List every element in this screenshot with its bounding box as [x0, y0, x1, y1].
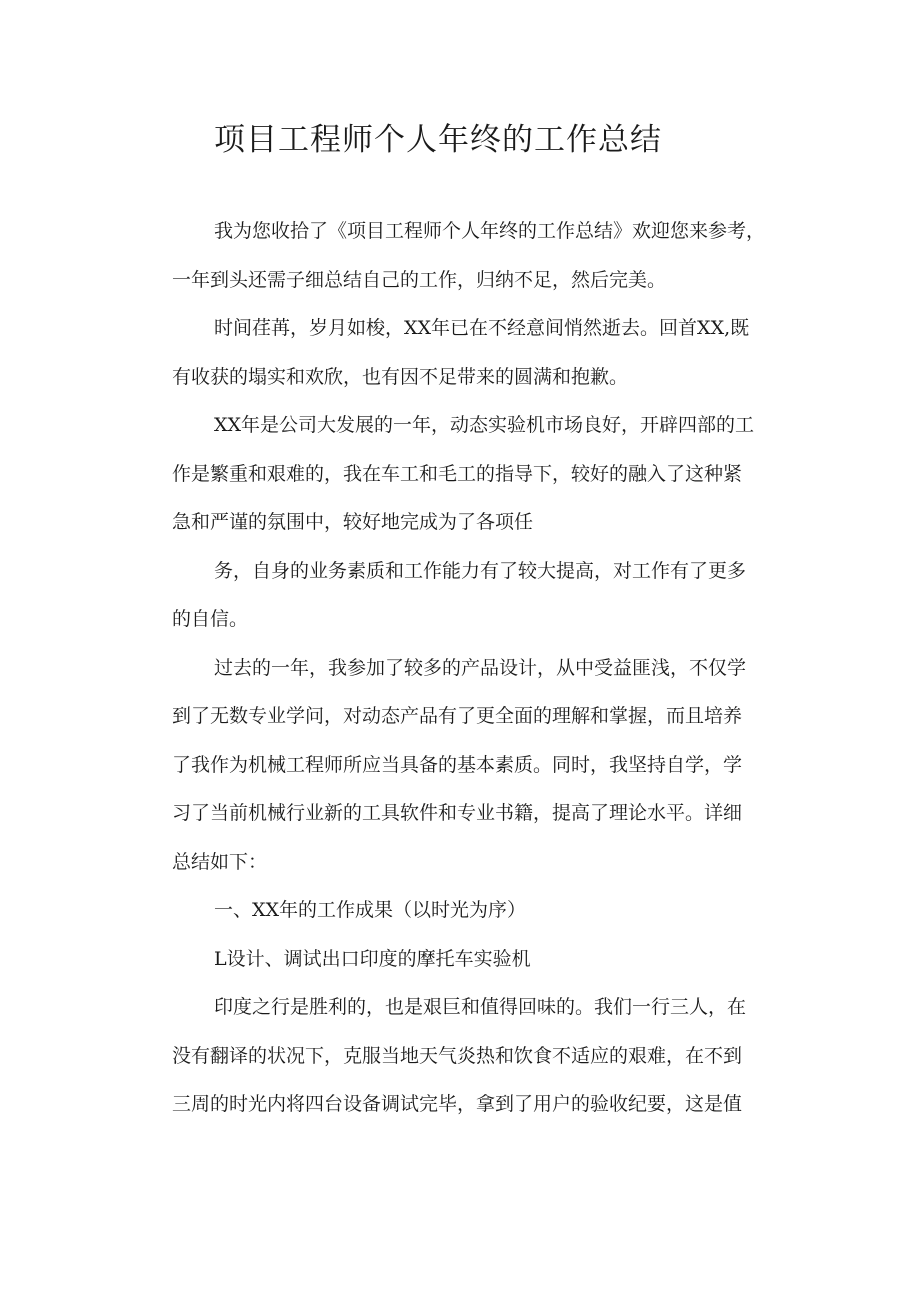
body-line: 的自信。: [172, 608, 249, 630]
document-body: [172, 207, 792, 1129]
body-line: 作是繁重和艰难的，我在车工和毛工的指导下，较好的融入了这种紧: [172, 462, 743, 485]
body-line: 了我作为机械工程师所应当具备的基本素质。同时，我坚持自学，学: [172, 753, 743, 776]
body-line: 一、XX年的工作成果（以时光为序）: [214, 899, 527, 921]
document-title: 项目工程师个人年终的工作总结: [214, 122, 662, 158]
body-line: 印度之行是胜利的，也是艰巨和值得回味的。我们一行三人，在: [214, 996, 747, 1018]
body-line: XX年是公司大发展的一年，动态实验机市场良好，开辟四部的工: [214, 414, 755, 436]
body-line: 到了无数专业学问，对动态产品有了更全面的理解和掌握，而且培养: [172, 705, 743, 727]
body-line: 习了当前机械行业新的工具软件和专业书籍，提高了理论水平。详细: [172, 802, 743, 824]
body-line: 我为您收拾了《项目工程师个人年终的工作总结》欢迎您来参考，: [214, 220, 766, 242]
body-line: L设计、调试出口印度的摩托车实验机: [214, 947, 531, 970]
body-line: 没有翻译的状况下，克服当地天气炎热和饮食不适应的艰难，在不到: [172, 1044, 743, 1067]
body-line: 务，自身的业务素质和工作能力有了较大提高，对工作有了更多: [214, 559, 747, 582]
body-line: 总结如下：: [172, 850, 268, 873]
body-line: 时间荏苒，岁月如梭，XX年已在不经意间悄然逝去。回首XX,既: [214, 317, 750, 339]
body-line: 急和严谨的氛围中，较好地完成为了各项任: [172, 511, 534, 533]
body-line: 三周的时光内将四台设备调试完毕，拿到了用户的验收纪要，这是值: [172, 1093, 743, 1115]
body-line: 过去的一年，我参加了较多的产品设计，从中受益匪浅，不仅学: [214, 656, 747, 679]
body-line: 一年到头还需子细总结自己的工作，归纳不足，然后完美。: [172, 268, 667, 291]
body-line: 有收获的塌实和欢欣，也有因不足带来的圆满和抱歉。: [172, 365, 629, 388]
